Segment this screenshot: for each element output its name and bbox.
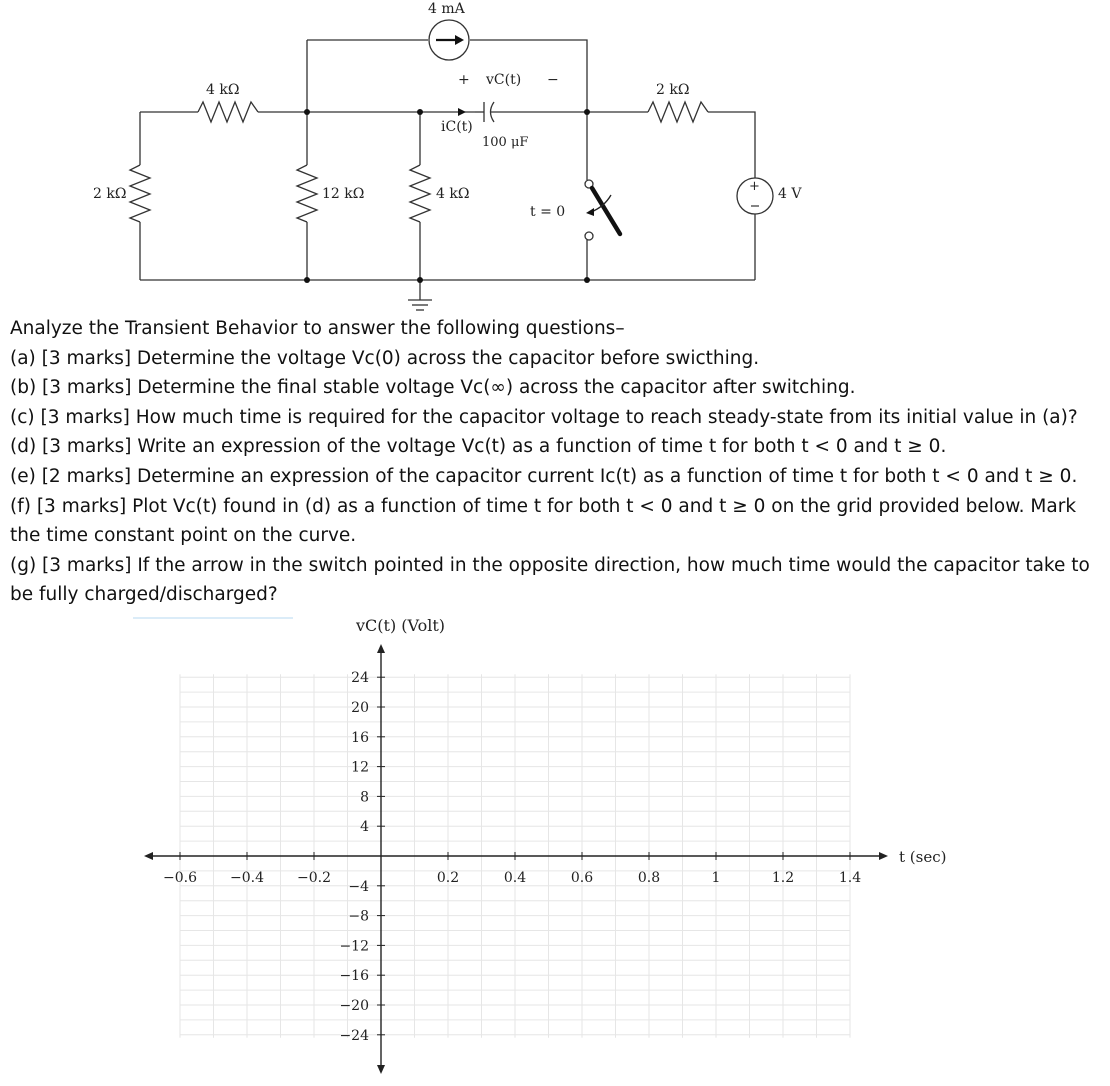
svg-text:+: + xyxy=(749,179,760,194)
cap-voltage-plus: + xyxy=(458,72,470,88)
vsource-label: 4 V xyxy=(778,186,802,202)
y-tick-label: 24 xyxy=(351,670,369,687)
y-tick-label: −16 xyxy=(339,968,369,985)
y-tick-label: 20 xyxy=(351,700,369,716)
question-e: (e) [2 marks] Determine an expression of the capacitor current Ic(t) as a function of time t for both t < 0 and t ≥ 0. xyxy=(10,465,1078,487)
y-tick-label: −20 xyxy=(339,998,369,1014)
resistor-label-2k-left: 2 kΩ xyxy=(93,186,127,202)
y-tick-label: −12 xyxy=(339,938,369,955)
x-axis-arrow-left xyxy=(144,852,153,860)
current-source-label: 4 mA xyxy=(428,1,465,17)
x-tick-label: −0.6 xyxy=(163,870,197,886)
x-tick-label: 0.8 xyxy=(637,870,661,886)
cap-value-label: 100 μF xyxy=(482,135,529,150)
x-tick-label: 1.2 xyxy=(771,870,795,886)
switch-label: t = 0 xyxy=(530,204,566,220)
vc-plot-grid xyxy=(0,606,1110,1086)
y-tick-label: −24 xyxy=(339,1027,369,1044)
y-axis-arrow-down xyxy=(377,1065,385,1074)
resistor-label-4k-top: 4 kΩ xyxy=(206,82,240,98)
question-b: (b) [3 marks] Determine the final stable voltage Vc(∞) across the capacitor after switching. xyxy=(10,377,856,399)
y-tick-label: −4 xyxy=(348,878,369,895)
question-g: (g) [3 marks] If the arrow in the switch pointed in the opposite direction, how much time would the capacitor take to be fully charged/discharged? xyxy=(10,554,1090,606)
cap-current-label: iC(t) xyxy=(441,119,473,135)
circuit-diagram xyxy=(0,0,1110,312)
x-tick-label: 1.4 xyxy=(838,870,862,886)
question-d: (d) [3 marks] Write an expression of the voltage Vc(t) as a function of time t for both t < 0 and t ≥ 0. xyxy=(10,436,947,458)
x-tick-label: 0.2 xyxy=(436,870,460,886)
x-tick-label: −0.4 xyxy=(230,870,264,886)
y-tick-label: 12 xyxy=(351,759,369,776)
y-tick-label: 8 xyxy=(360,789,369,806)
question-block xyxy=(10,314,1105,610)
question-intro: Analyze the Transient Behavior to answer the following questions– xyxy=(10,318,625,339)
cap-voltage-minus: − xyxy=(547,72,559,88)
y-axis-arrow-up xyxy=(377,644,385,653)
x-tick-label: 1 xyxy=(711,870,721,886)
question-c: (c) [3 marks] How much time is required for the capacitor voltage to reach steady-state from its initial value in (a)? xyxy=(10,406,1078,428)
question-f: (f) [3 marks] Plot Vc(t) found in (d) as a function of time t for both t < 0 and t ≥ 0 on the grid provided below. Mark the time constant point on the curve. xyxy=(10,495,1077,547)
y-axis-label: vC(t) (Volt) xyxy=(356,616,446,635)
y-tick-label: 16 xyxy=(351,729,369,746)
cap-voltage-label: vC(t) xyxy=(486,72,522,88)
resistor-label-2k-right: 2 kΩ xyxy=(656,82,690,98)
x-axis-label: t (sec) xyxy=(899,848,947,866)
y-tick-label: −8 xyxy=(348,908,369,925)
resistor-label-12k: 12 kΩ xyxy=(322,186,365,202)
x-axis-arrow-right xyxy=(879,852,888,860)
question-a: (a) [3 marks] Determine the voltage Vc(0) across the capacitor before swicthing. xyxy=(10,347,760,369)
x-tick-label: 0.6 xyxy=(570,870,594,886)
resistor-label-4k-center: 4 kΩ xyxy=(436,186,470,202)
x-tick-label: 0.4 xyxy=(503,870,527,886)
x-tick-label: −0.2 xyxy=(297,870,331,886)
y-tick-label: 4 xyxy=(360,819,369,836)
